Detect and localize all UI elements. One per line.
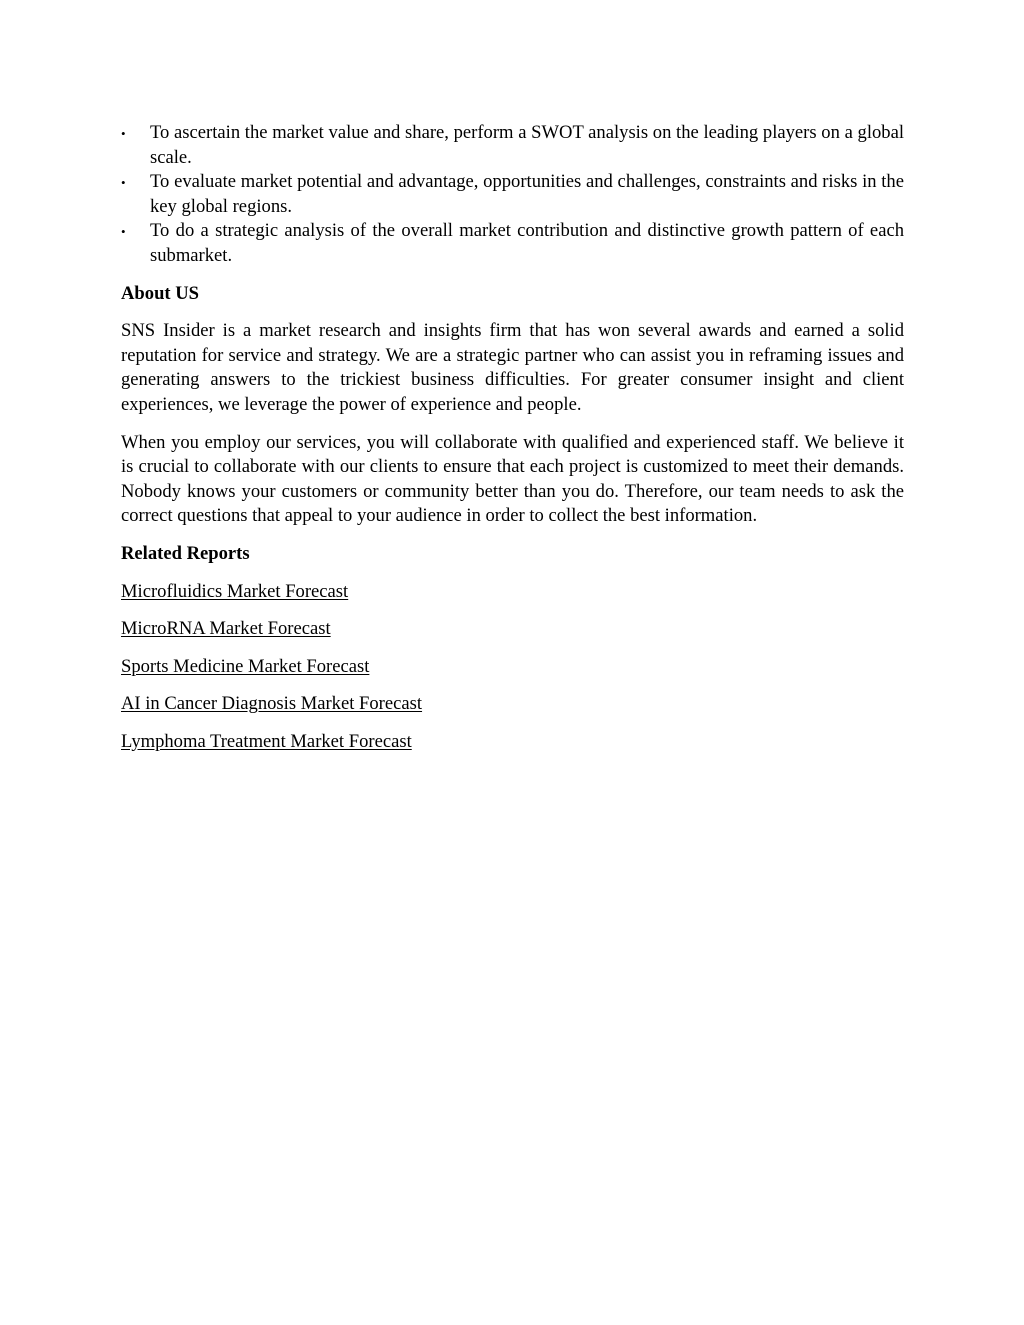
related-reports-heading: Related Reports	[121, 542, 250, 564]
bullet-icon: •	[121, 126, 126, 141]
related-report-row	[121, 692, 904, 717]
related-report-row	[121, 730, 904, 755]
related-report-row	[121, 655, 904, 680]
bullet-icon: •	[121, 224, 126, 240]
related-report-link-microrna[interactable]: MicroRNA Market Forecast	[121, 618, 331, 640]
related-report-link-ai-cancer-diagnosis[interactable]: AI in Cancer Diagnosis Market Forecast	[121, 693, 423, 715]
about-paragraph-2: When you employ our services, you will collaborate with qualified and experienced staff. We believe it is crucial to collaborate with our clients to ensure that each project is customized to meet their demands. Nobody knows your customers or community better than you do. Therefore, our team needs to ask the correct questions that appeal to your audience in order to collect the best information.	[121, 431, 904, 527]
list-item	[121, 121, 904, 170]
objectives-list	[121, 121, 904, 269]
document-page	[121, 121, 904, 754]
list-item-text: To do a strategic analysis of the overall market contribution and distinctive growth pattern of each submarket.	[150, 220, 904, 266]
related-report-link-lymphoma-treatment[interactable]: Lymphoma Treatment Market Forecast	[121, 730, 412, 752]
list-item	[121, 219, 904, 268]
related-report-link-sports-medicine[interactable]: Sports Medicine Market Forecast	[121, 655, 370, 677]
bullet-icon: •	[121, 175, 126, 191]
list-item-text: To evaluate market potential and advantage, opportunities and challenges, constraints and risks in the key global regions.	[150, 171, 904, 217]
related-report-row	[121, 580, 904, 605]
list-item-text: To ascertain the market value and share, perform a SWOT analysis on the leading players on a global scale.	[150, 122, 904, 168]
related-report-link-microfluidics[interactable]: Microfluidics Market Forecast	[121, 580, 349, 602]
list-item	[121, 170, 904, 219]
about-paragraph-1: SNS Insider is a market research and insights firm that has won several awards and earned a solid reputation for service and strategy. We are a strategic partner who can assist you in reframing issues and generating answers to the trickiest business difficulties. For greater consumer insight and client experiences, we leverage the power of experience and people.	[121, 320, 904, 415]
about-heading: About US	[121, 282, 200, 304]
related-report-row	[121, 617, 904, 642]
